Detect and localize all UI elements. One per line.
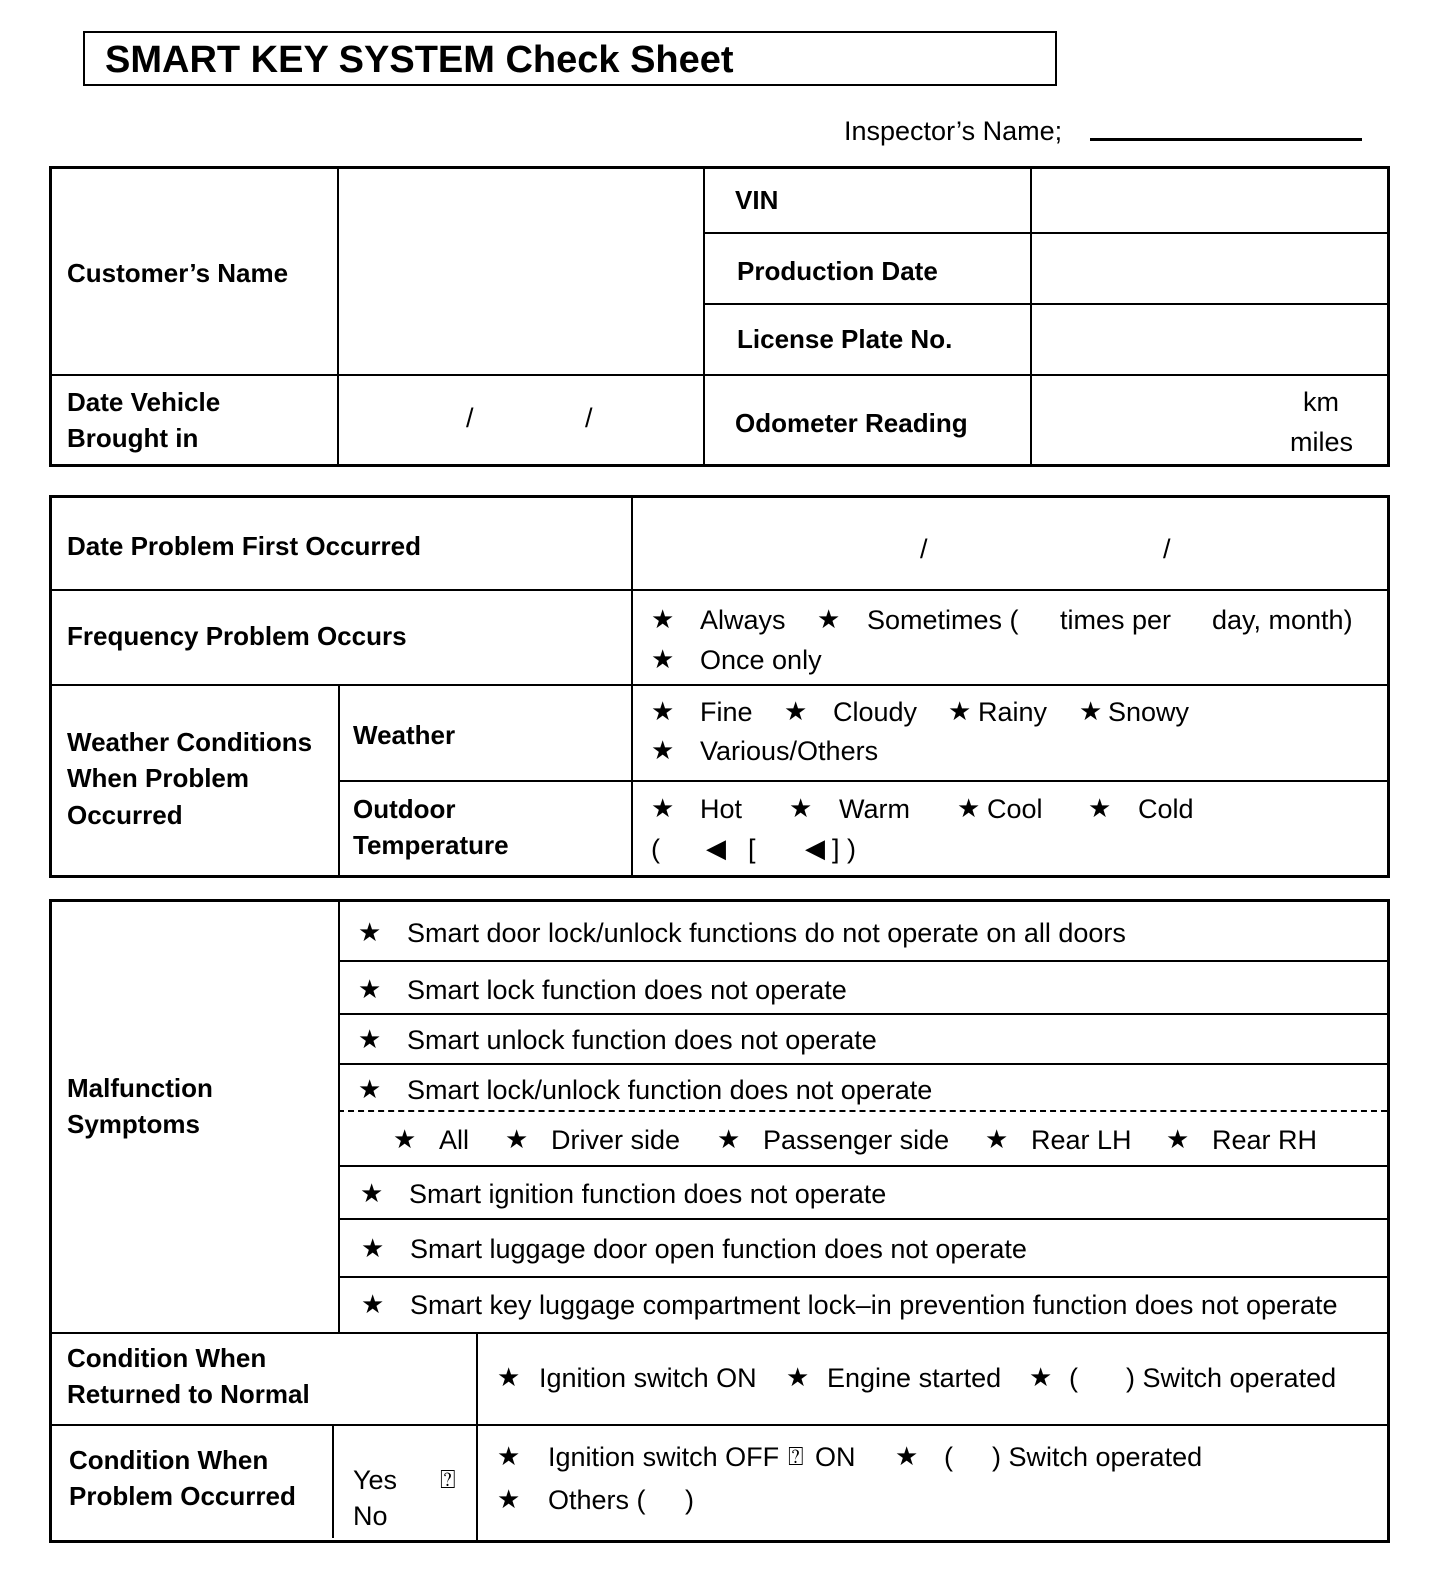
- symptom-item: Smart ignition function does not operate: [409, 1179, 887, 1209]
- star-icon[interactable]: ★: [651, 645, 675, 675]
- temp-bracket-close: ] ): [832, 834, 856, 864]
- date-first-sep-1: /: [920, 534, 928, 564]
- star-icon[interactable]: ★: [505, 1125, 529, 1155]
- star-icon[interactable]: ★: [789, 794, 813, 824]
- temp-cold: Cold: [1138, 794, 1194, 824]
- occurred-others-close: ): [685, 1485, 694, 1515]
- star-icon[interactable]: ★: [360, 1179, 384, 1209]
- title-box: [83, 31, 1057, 86]
- frequency-times-per: times per: [1060, 605, 1172, 635]
- symptom-item: Smart luggage door open function does not operate: [410, 1234, 1027, 1264]
- star-icon[interactable]: ★: [1079, 697, 1103, 727]
- star-icon[interactable]: ★: [651, 605, 675, 635]
- occurred-label-1: Condition When: [69, 1445, 269, 1475]
- weather-label: Weather: [353, 720, 456, 750]
- customer-name-label: Customer’s Name: [67, 258, 289, 288]
- weather-group-label-1: Weather Conditions: [67, 727, 313, 757]
- returned-paren-open: (: [1069, 1363, 1078, 1393]
- license-plate-field[interactable]: [1033, 306, 1387, 373]
- vin-label: VIN: [735, 185, 779, 215]
- returned-engine-started: Engine started: [827, 1363, 1002, 1393]
- license-plate-label: License Plate No.: [737, 324, 953, 354]
- frequency-always: Always: [700, 605, 786, 635]
- star-icon[interactable]: ★: [948, 697, 972, 727]
- date-brought-in-label-2: Brought in: [67, 423, 199, 453]
- symptom-item: Smart lock function does not operate: [407, 975, 847, 1005]
- star-icon[interactable]: ★: [497, 1442, 521, 1472]
- star-icon[interactable]: ★: [358, 975, 382, 1005]
- symptom-item: Smart lock/unlock function does not operate: [407, 1075, 933, 1105]
- date-first-occurred-label: Date Problem First Occurred: [67, 531, 421, 561]
- star-icon[interactable]: ★: [784, 697, 808, 727]
- door-option: Rear RH: [1212, 1125, 1318, 1155]
- temp-cool: Cool: [987, 794, 1043, 824]
- returned-label-1: Condition When: [67, 1343, 267, 1373]
- weather-group-label-2: When Problem: [67, 763, 250, 793]
- weather-cloudy: Cloudy: [833, 697, 918, 727]
- symptom-item: Smart key luggage compartment lock–in prevention function does not operate: [410, 1290, 1338, 1320]
- star-icon[interactable]: ★: [817, 605, 841, 635]
- star-icon[interactable]: ★: [717, 1125, 741, 1155]
- occurred-on: ON: [815, 1442, 856, 1472]
- door-option: Driver side: [551, 1125, 681, 1155]
- star-icon[interactable]: ★: [1088, 794, 1112, 824]
- weather-snowy: Snowy: [1108, 697, 1190, 727]
- door-option: All: [439, 1125, 470, 1155]
- symptoms-label-2: Symptoms: [67, 1109, 200, 1139]
- occurred-yes: Yes: [353, 1465, 398, 1495]
- returned-label-2: Returned to Normal: [67, 1379, 310, 1409]
- odometer-label: Odometer Reading: [735, 408, 968, 438]
- frequency-once: Once only: [700, 645, 822, 675]
- star-icon[interactable]: ★: [651, 736, 675, 766]
- weather-rainy: Rainy: [978, 697, 1048, 727]
- star-icon[interactable]: ★: [497, 1363, 521, 1393]
- occurred-switch-operated: ) Switch operated: [992, 1442, 1203, 1472]
- production-date-field[interactable]: [1033, 235, 1387, 302]
- star-icon[interactable]: ★: [895, 1442, 919, 1472]
- star-icon[interactable]: ★: [786, 1363, 810, 1393]
- star-icon[interactable]: ★: [651, 794, 675, 824]
- vin-field[interactable]: [1033, 169, 1387, 231]
- star-icon[interactable]: ★: [1166, 1125, 1190, 1155]
- star-icon[interactable]: ★: [957, 794, 981, 824]
- frequency-period: day, month): [1212, 605, 1353, 635]
- date-brought-in-sep-2: /: [585, 403, 593, 433]
- arrow-icon: ◀: [706, 834, 726, 864]
- temperature-label-2: Temperature: [353, 830, 509, 860]
- star-icon[interactable]: ★: [358, 1075, 382, 1105]
- door-option: Passenger side: [763, 1125, 950, 1155]
- symptoms-label-1: Malfunction: [67, 1073, 213, 1103]
- returned-switch-operated: ) Switch operated: [1126, 1363, 1337, 1393]
- frequency-sometimes: Sometimes (: [867, 605, 1019, 635]
- temp-bracket-mid: [: [748, 834, 756, 864]
- weather-fine: Fine: [700, 697, 753, 727]
- page-title: SMART KEY SYSTEM Check Sheet: [105, 39, 734, 81]
- star-icon[interactable]: ★: [497, 1485, 521, 1515]
- occurred-ignition-off: Ignition switch OFF: [548, 1442, 780, 1472]
- star-icon[interactable]: ★: [358, 918, 382, 948]
- weather-group-label-3: Occurred: [67, 800, 183, 830]
- door-option: Rear LH: [1031, 1125, 1132, 1155]
- unknown-glyph-icon: ⍰: [440, 1465, 456, 1495]
- star-icon[interactable]: ★: [358, 1025, 382, 1055]
- occurred-no: No: [353, 1501, 388, 1531]
- star-icon[interactable]: ★: [985, 1125, 1009, 1155]
- star-icon[interactable]: ★: [361, 1234, 385, 1264]
- weather-various: Various/Others: [700, 736, 879, 766]
- inspector-label: Inspector’s Name;: [844, 116, 1063, 146]
- symptom-item: Smart unlock function does not operate: [407, 1025, 877, 1055]
- customer-name-field[interactable]: [340, 169, 702, 373]
- arrow-icon: ◀: [805, 834, 825, 864]
- temperature-label-1: Outdoor: [353, 794, 456, 824]
- occurred-paren-open: (: [944, 1442, 953, 1472]
- date-first-sep-2: /: [1163, 534, 1171, 564]
- odometer-unit-miles: miles: [1290, 427, 1354, 457]
- unknown-glyph-icon: ⍰: [788, 1442, 804, 1472]
- date-brought-in-sep-1: /: [466, 403, 474, 433]
- date-brought-in-label-1: Date Vehicle: [67, 387, 221, 417]
- production-date-label: Production Date: [737, 256, 938, 286]
- star-icon[interactable]: ★: [651, 697, 675, 727]
- symptom-item: Smart door lock/unlock functions do not operate on all doors: [407, 918, 1126, 948]
- temp-warm: Warm: [839, 794, 910, 824]
- occurred-label-2: Problem Occurred: [69, 1481, 296, 1511]
- temp-hot: Hot: [700, 794, 743, 824]
- star-icon[interactable]: ★: [393, 1125, 417, 1155]
- star-icon[interactable]: ★: [361, 1290, 385, 1320]
- odometer-unit-km: km: [1303, 387, 1339, 417]
- returned-ignition-on: Ignition switch ON: [539, 1363, 757, 1393]
- frequency-label: Frequency Problem Occurs: [67, 621, 407, 651]
- inspector-name-field[interactable]: [1090, 138, 1362, 141]
- occurred-others: Others (: [548, 1485, 646, 1515]
- temp-paren-open: (: [651, 834, 660, 864]
- star-icon[interactable]: ★: [1029, 1363, 1053, 1393]
